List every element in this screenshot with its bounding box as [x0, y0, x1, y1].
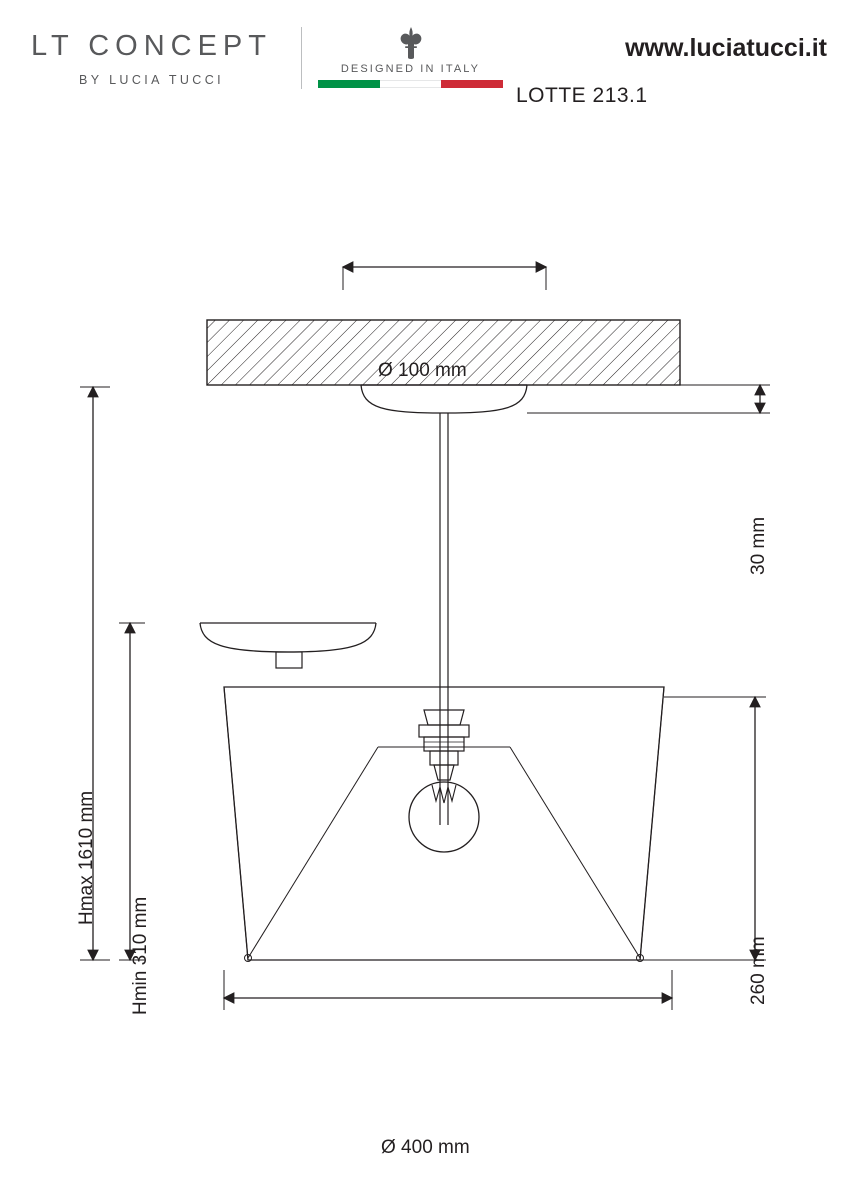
header-divider: [301, 27, 302, 89]
label-bottom-diameter: Ø 400 mm: [381, 1137, 470, 1158]
model-name: LOTTE 213.1: [516, 84, 648, 107]
label-hmax: Hmax 1610 mm: [76, 790, 97, 925]
flag-white: [380, 80, 441, 88]
technical-drawing: [0, 125, 849, 1200]
dimension-top-diameter: [343, 267, 546, 290]
flag-green: [318, 80, 380, 88]
brand-tagline: BY LUCIA TUCCI: [78, 73, 225, 87]
designed-in-italy-label: DESIGNED IN ITALY: [340, 63, 481, 75]
label-hmin: Hmin 310 mm: [130, 896, 151, 1015]
brand-name: LT CONCEPT: [30, 30, 272, 62]
dimension-canopy-height: [527, 385, 770, 413]
lamp-shade: [224, 687, 664, 962]
brand-logo: [14, 30, 289, 87]
designed-in-italy-badge: [318, 26, 503, 88]
label-canopy-height: 30 mm: [748, 516, 769, 575]
canopy-side-detail: [200, 623, 376, 668]
drawing-canvas: [0, 125, 849, 1200]
fleur-de-lis-icon: [398, 26, 424, 60]
canopy: [361, 385, 527, 413]
page-header: [0, 0, 849, 125]
label-shade-height: 260 mm: [748, 936, 769, 1005]
website-url: www.luciatucci.it: [625, 34, 827, 62]
dimension-bottom-diameter: [224, 970, 672, 1010]
label-top-diameter: Ø 100 mm: [378, 360, 467, 381]
flag-red: [441, 80, 503, 88]
italian-flag: [318, 80, 503, 88]
dimension-shade-height: [640, 697, 766, 960]
suspension-cord: [440, 413, 448, 825]
lamp-holder-and-bulb: [409, 710, 479, 852]
